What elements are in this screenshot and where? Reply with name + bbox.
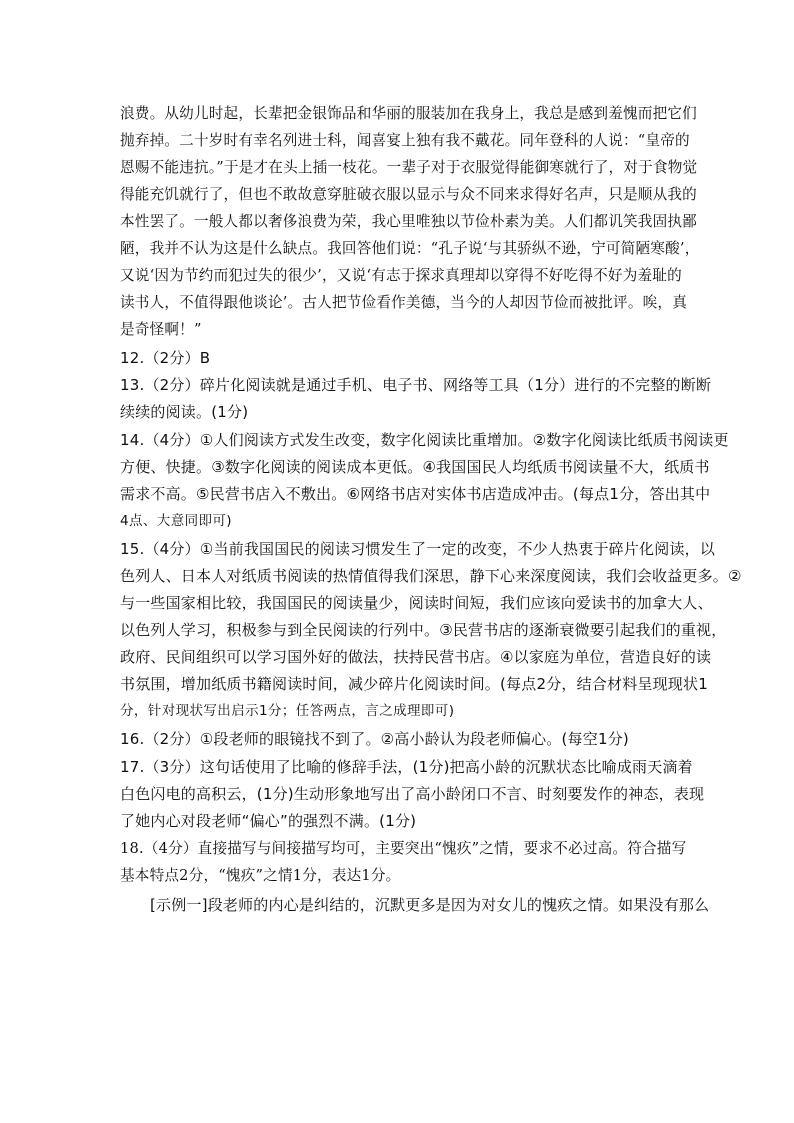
answer-12: 12.（2分）B [120,349,211,367]
passage-line: 得能充饥就行了，但也不敢故意穿脏破衣服以显示与众不同来求得好名声，只是顺从我的 [120,186,697,203]
answer-15-line: 色列人、日本人对纸质书阅读的热情值得我们深思，静下心来深度阅读，我们会收益更多。② [120,567,742,585]
answer-13-line: 续续的阅读。(1分) [120,403,249,421]
passage-line: 恩赐不能违抗。”于是才在头上插一枝花。一辈子对于衣服觉得能御寒就行了，对于食物觉 [120,159,698,176]
answer-18-line: 基本特点2分，“愧疚”之情1分，表达1分。 [120,867,401,884]
answer-13-line: 13.（2分）碎片化阅读就是通过手机、电子书、网络等工具（1分）进行的不完整的断断 [120,376,712,394]
answer-15-line: 政府、民间组织可以学习国外好的做法，扶持民营书店。④以家庭为单位，营造良好的读 [120,648,712,666]
answer-15-line: 与一些国家相比较，我国国民的阅读量少，阅读时间短，我们应该向爱读书的加拿大人、 [120,594,713,612]
answer-17-line: 了她内心对段老师“偏心”的强烈不满。(1分) [120,812,417,830]
answer-15-line: 分，针对现状写出启示1分；任答两点，言之成理即可) [120,703,455,719]
passage-line: 又说‘因为节约而犯过失的很少’，又说‘有志于探求真理却以穿得不好吃得不好为羞耻的 [120,267,682,284]
answer-14-line: 需求不高。⑤民营书店入不敷出。⑥网络书店对实体书店造成冲击。(每点1分，答出其中 [120,485,711,503]
passage-line: 本性罢了。一般人都以奢侈浪费为荣，我心里唯独以节俭朴素为美。人们都讥笑我固执鄙 [120,213,697,230]
answer-15-line: 书氛围，增加纸质书籍阅读时间，减少碎片化阅读时间。(每点2分，结合材料呈现现状1 [120,675,708,693]
answer-17-line: 白色闪电的高积云，(1分)生动形象地写出了高小龄闭口不言、时刻要发作的神态，表现 [120,785,705,803]
answer-14-line: 4点、大意同即可) [120,513,232,529]
passage-line: 陋，我并不认为这是什么缺点。我回答他们说：“孔子说‘与其骄纵不逊，宁可简陋寒酸’， [120,240,700,257]
passage-line: 浪费。从幼儿时起，长辈把金银饰品和华丽的服装加在我身上，我总是感到羞愧而把它们 [120,105,697,122]
answer-14-line: 14.（4分）①人们阅读方式发生改变，数字化阅读比重增加。②数字化阅读比纸质书阅读更 [120,431,729,449]
passage-line: 是奇怪啊！” [120,321,202,338]
passage-line: 抛弃掉。二十岁时有幸名列进士科，闻喜宴上独有我不戴花。同年登科的人说：“皇帝的 [120,132,690,149]
answer-18-example: [示例一]段老师的内心是纠结的，沉默更多是因为对女儿的愧疚之情。如果没有那么 [150,896,710,914]
answer-15-line: 以色列人学习，积极参与到全民阅读的行列中。③民营书店的逐渐衰微要引起我们的重视， [120,621,727,639]
passage-line: 读书人，不值得跟他谈论’。古人把节俭看作美德，当今的人却因节俭而被批评。唉，真 [120,294,688,311]
answer-18-line: 18.（4分）直接描写与间接描写均可，主要突出“愧疚”之情，要求不必过高。符合描写 [120,840,687,857]
answer-17-line: 17.（3分）这句话使用了比喻的修辞手法，(1分)把高小龄的沉默状态比喻成雨天滴着 [120,758,693,776]
answer-15-line: 15.（4分）①当前我国国民的阅读习惯发生了一定的改变，不少人热衷于碎片化阅读，以 [120,540,716,558]
answer-16: 16.（2分）①段老师的眼镜找不到了。②高小龄认为段老师偏心。(每空1分) [120,730,629,748]
answer-14-line: 方便、快捷。③数字化阅读的阅读成本更低。④我国国民人均纸质书阅读量不大，纸质书 [120,458,710,476]
